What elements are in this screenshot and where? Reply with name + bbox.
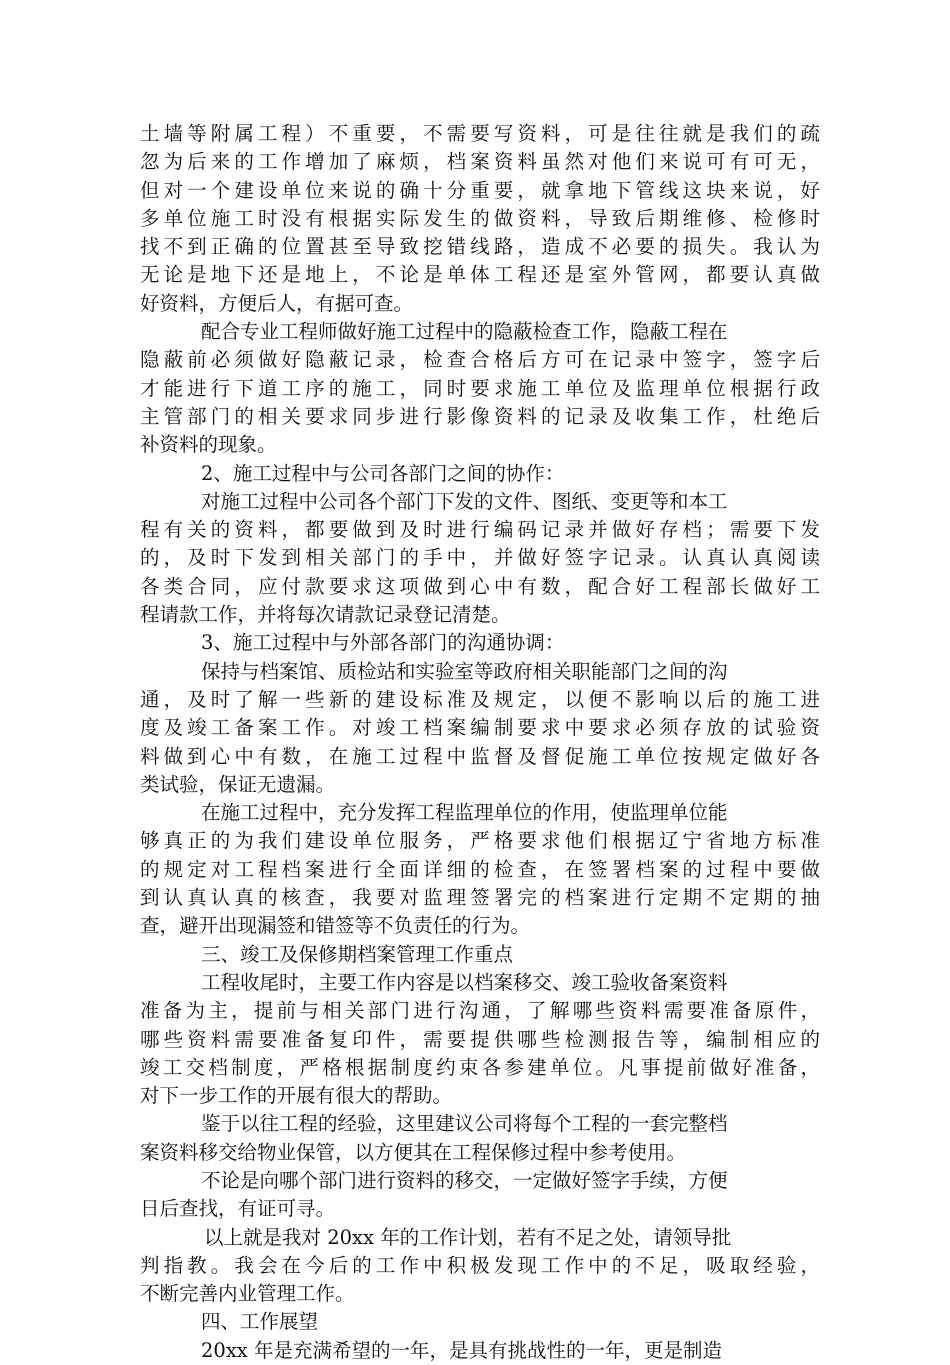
text-line: 才能进行下道工序的施工，同时要求施工单位及监理单位根据行政 [140,376,820,400]
text-line: 配合专业工程师做好施工过程中的隐蔽检查工作，隐蔽工程在 [201,320,728,344]
document-body [140,120,820,1365]
text-line: 日后查找，有证可寻。 [140,1197,336,1221]
text-line: 保持与档案馆、质检站和实验室等政府相关职能部门之间的沟 [201,659,728,683]
text-line: 类试验，保证无遗漏。 [140,772,336,796]
text-line: 工程收尾时，主要工作内容是以档案移交、竣工验收备案资料 [201,970,728,994]
text-line: 四、工作展望 [201,1310,319,1334]
text-line: 土墙等附属工程）不重要，不需要写资料，可是往往就是我们的疏 [140,122,820,145]
text-line: 通，及时了解一些新的建设标准及规定，以便不影响以后的施工进 [140,687,820,711]
text-line: 度及竣工备案工作。对竣工档案编制要求中要求必须存放的试验资 [140,716,820,740]
text-line: 程有关的资料，都要做到及时进行编码记录并做好存档；需要下发 [140,518,820,542]
text-line: 的规定对工程档案进行全面详细的检查，在签署档案的过程中要做 [140,857,820,881]
text-line: 不论是向哪个部门进行资料的移交，一定做好签字手续，方便 [201,1168,728,1192]
text-line: 的，及时下发到相关部门的手中，并做好签字记录。认真认真阅读 [140,546,820,570]
text-line: 案资料移交给物业保管，以方便其在工程保修过程中参考使用。 [140,1140,687,1164]
text-line: 找不到正确的位置甚至导致挖错线路，造成不必要的损失。我认为 [140,235,820,259]
text-line: 多单位施工时没有根据实际发生的做资料，导致后期维修、检修时 [140,206,820,230]
text-line: 到认真认真的核查，我要对监理签署完的档案进行定期不定期的抽 [140,886,820,910]
text-line: 程请款工作，并将每次请款记录登记清楚。 [140,603,511,627]
text-line: 三、竣工及保修期档案管理工作重点 [201,942,514,966]
text-line: 不断完善内业管理工作。 [140,1282,355,1306]
text-line: 鉴于以往工程的经验，这里建议公司将每个工程的一套完整档 [201,1112,728,1136]
text-line: 准备为主，提前与相关部门进行沟通，了解哪些资料需要准备原件， [140,999,820,1023]
text-line: 竣工交档制度，严格根据制度约束各参建单位。凡事提前做好准备， [140,1055,820,1079]
text-line: 无论是地下还是地上，不论是单体工程还是室外管网，都要认真做 [140,263,820,287]
text-line: 忽为后来的工作增加了麻烦，档案资料虽然对他们来说可有可无， [140,150,820,174]
text-line: 哪些资料需要准备复印件，需要提供哪些检测报告等，编制相应的 [140,1027,820,1051]
text-line: 20xx 年是充满希望的一年，是具有挑战性的一年，更是制造 [201,1338,723,1362]
text-line: 以上就是我对 20xx 年的工作计划，若有不足之处，请领导批 [204,1225,732,1249]
text-line: 好资料，方便后人，有据可查。 [140,291,414,315]
text-line: 对下一步工作的开展有很大的帮助。 [140,1084,453,1108]
text-line: 主管部门的相关要求同步进行影像资料的记录及收集工作，杜绝后 [140,404,820,428]
text-line: 隐蔽前必须做好隐蔽记录，检查合格后方可在记录中签字，签字后 [140,348,820,372]
text-line: 补资料的现象。 [140,433,277,457]
text-line: 在施工过程中，充分发挥工程监理单位的作用，使监理单位能 [201,801,728,825]
text-line: 但对一个建设单位来说的确十分重要，就拿地下管线这块来说，好 [140,178,820,202]
text-line: 判指教。我会在今后的工作中积极发现工作中的不足，吸取经验， [140,1253,820,1277]
text-line: 2、施工过程中与公司各部门之间的协作： [201,461,565,485]
text-line: 料做到心中有数，在施工过程中监督及督促施工单位按规定做好各 [140,744,820,768]
text-line: 各类合同，应付款要求这项做到心中有数，配合好工程部长做好工 [140,574,820,598]
text-line: 查，避开出现漏签和错签等不负责任的行为。 [140,914,531,938]
text-line: 3、施工过程中与外部各部门的沟通协调： [201,631,565,655]
text-line: 对施工过程中公司各个部门下发的文件、图纸、变更等和本工 [201,489,728,513]
text-line: 够真正的为我们建设单位服务，严格要求他们根据辽宁省地方标准 [140,829,820,853]
